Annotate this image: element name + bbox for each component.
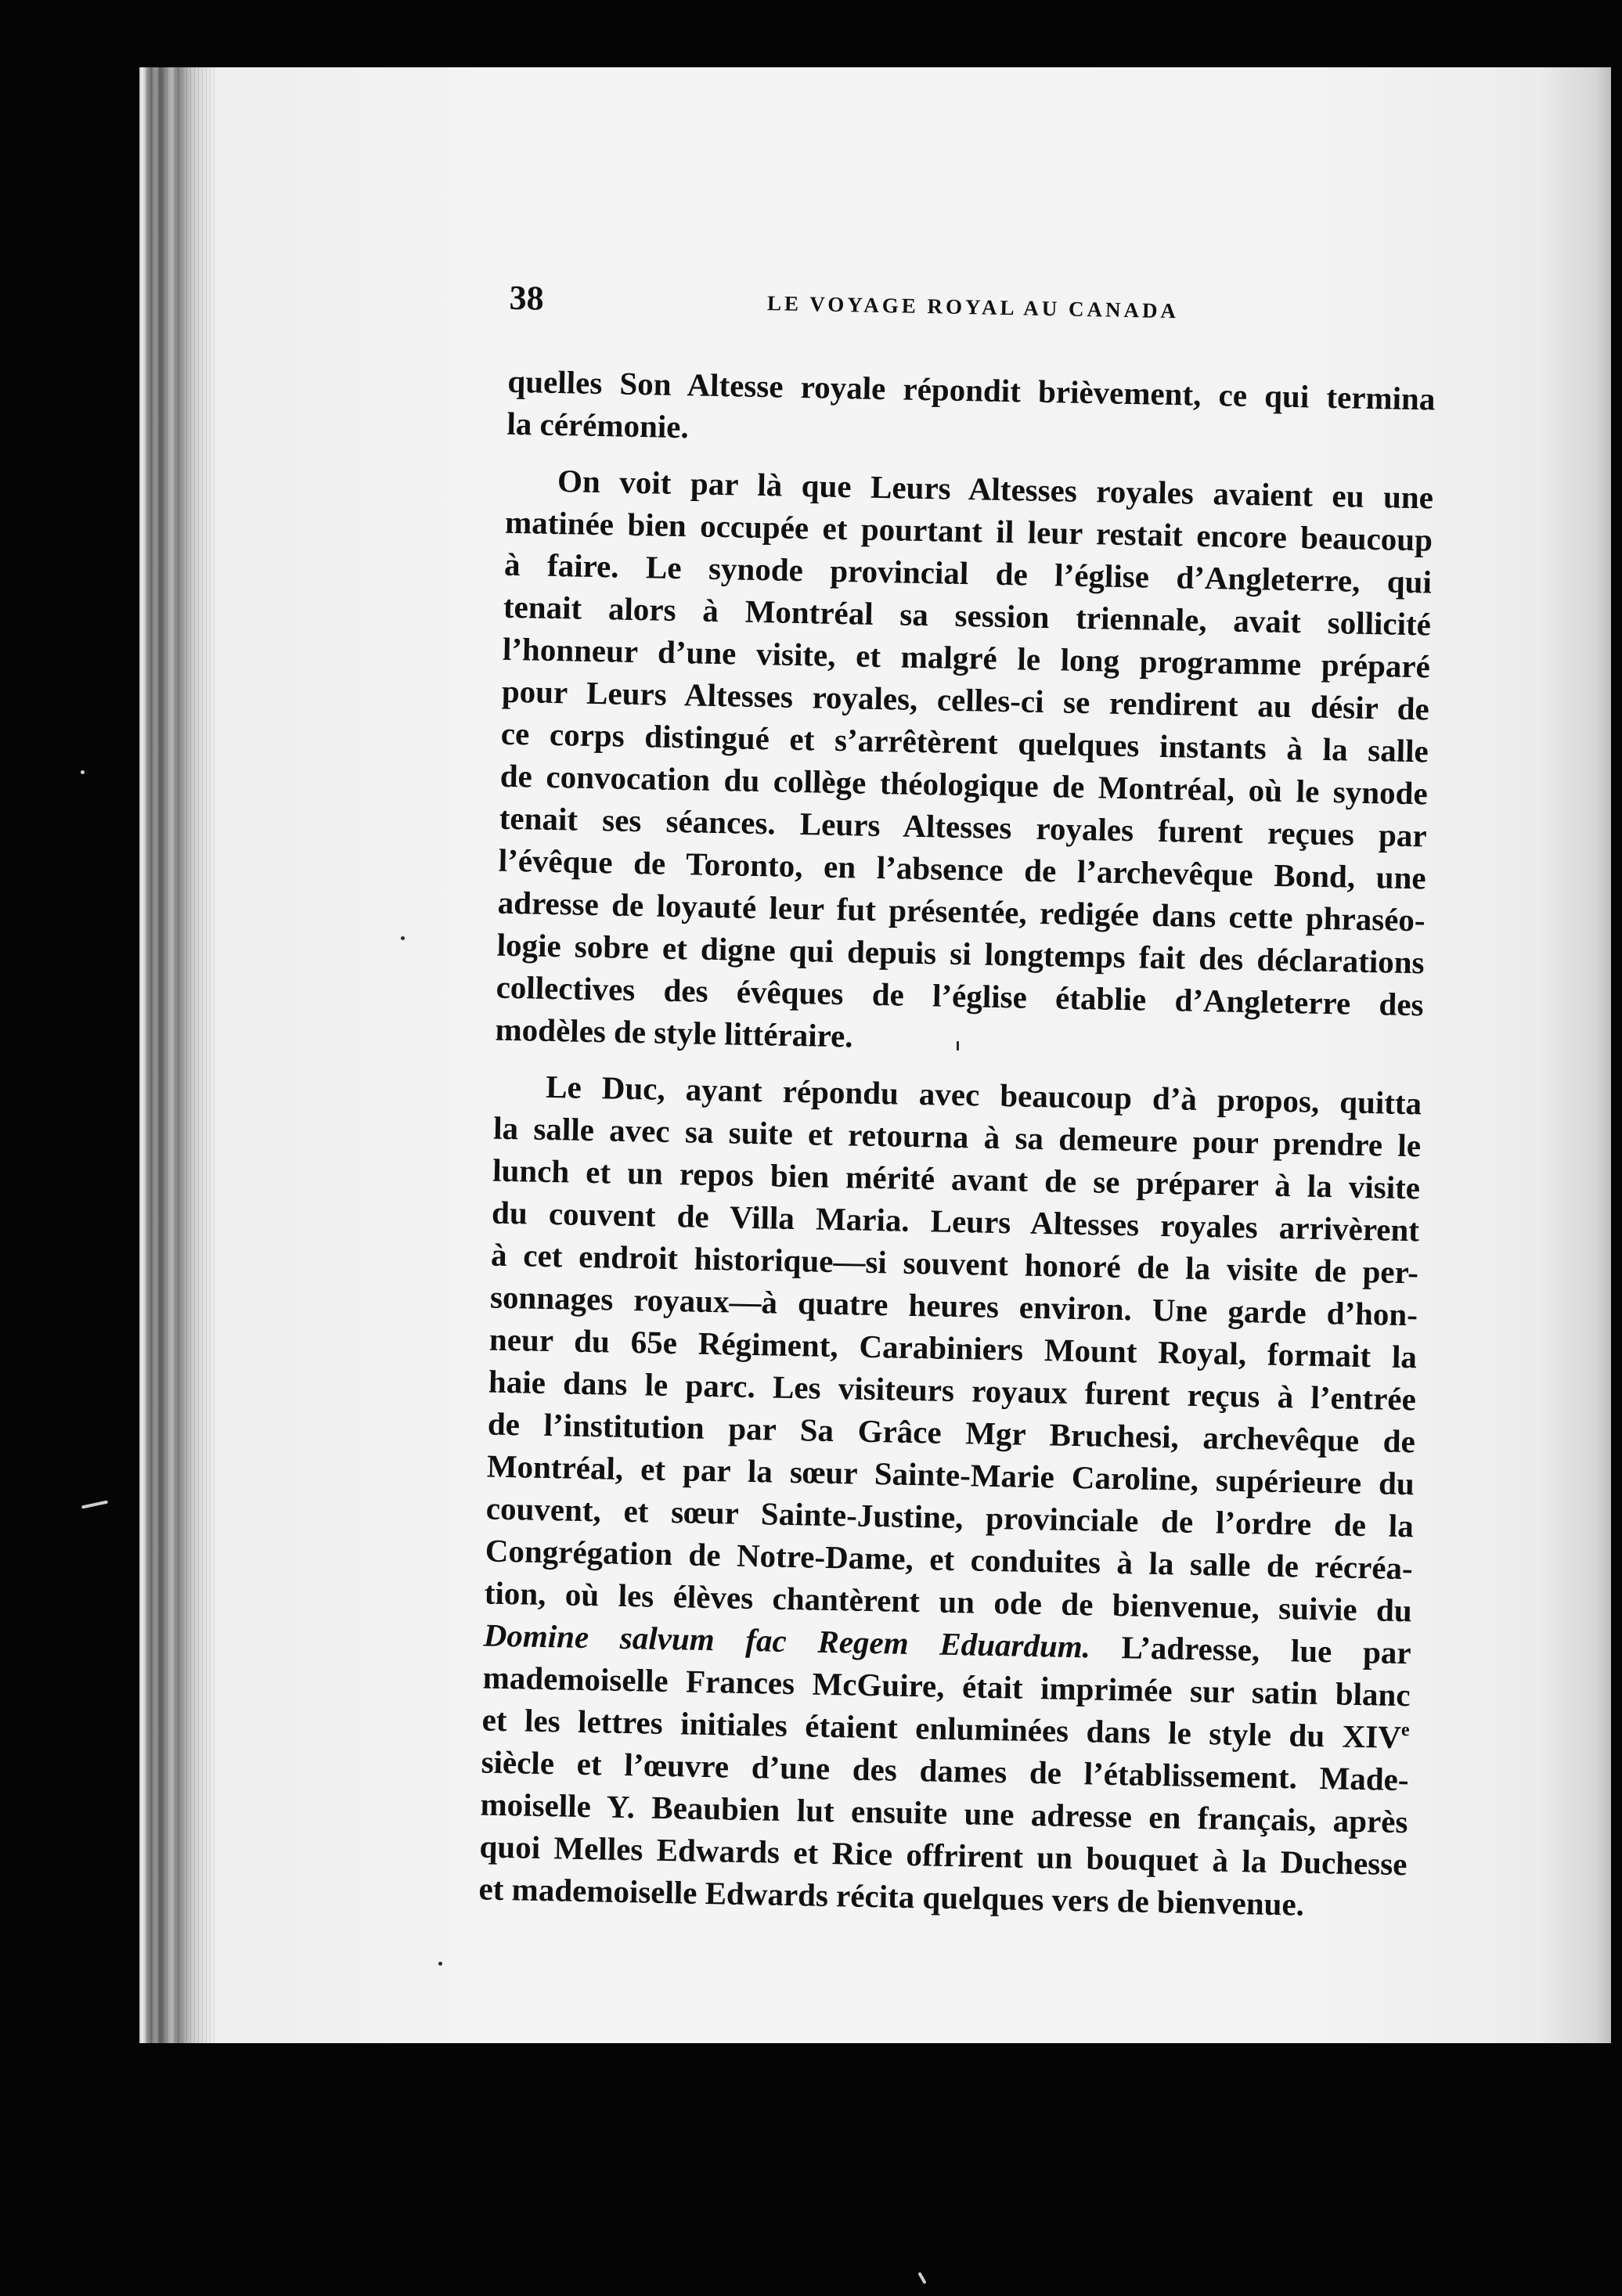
text-line: du couvent de Villa Maria. Leurs Altesses royales arrivèrent xyxy=(491,1194,1420,1249)
text-line: ce corps distingué et s’arrêtèrent quelques instants à la salle xyxy=(500,715,1429,770)
scan-speck xyxy=(401,936,405,940)
text-line: Montréal, et par la sœur Sainte-Marie Caroline, supérieure du xyxy=(486,1447,1415,1502)
text-line: adresse de loyauté leur fut présentée, redigée dans cette phraséo- xyxy=(497,884,1426,939)
paragraph xyxy=(506,360,1436,463)
text-line: siècle et l’œuvre d’une des dames de l’établissement. Made- xyxy=(481,1743,1409,1798)
paragraph xyxy=(478,1065,1422,1928)
text-line: de l’institution par Sa Grâce Mgr Bruchesi, archevêque de xyxy=(487,1405,1416,1460)
page-text xyxy=(478,277,1437,1927)
text-line: On voit par là que Leurs Altesses royales avaient eu une xyxy=(557,463,1434,516)
text-line: neur du 65e Régiment, Carabiniers Mount Royal, formait la xyxy=(488,1321,1418,1375)
text-line: l’honneur d’une visite, et malgré le long programme préparé xyxy=(502,630,1431,685)
scan-speck xyxy=(81,770,85,774)
text-line: tion, où les élèves chantèrent un ode de bienvenue, suivie du xyxy=(484,1574,1413,1629)
text-line: Le Duc, ayant répondu avec beaucoup d’à propos, quitta xyxy=(545,1068,1422,1122)
text-line: la salle avec sa suite et retourna à sa demeure pour prendre le xyxy=(492,1109,1422,1164)
text-line: Congrégation de Notre-Dame, et conduites à la salle de récréa- xyxy=(485,1532,1414,1587)
text-line: tenait ses séances. Leurs Altesses royales furent reçues par xyxy=(499,799,1428,854)
scan-speck xyxy=(438,1962,442,1966)
text-line: quelles Son Altesse royale répondit brièvement, ce qui termina xyxy=(507,362,1436,417)
text-line: à cet endroit historique—si souvent honoré de la visite de per- xyxy=(490,1236,1419,1291)
text-line: mademoiselle Frances McGuire, était imprimée sur satin blanc xyxy=(482,1659,1411,1714)
text-line: et mademoiselle Edwards récita quelques vers de bienvenue. xyxy=(478,1870,1305,1923)
page-number: 38 xyxy=(509,278,545,318)
text-line: sonnages royaux—à quatre heures environ. Une garde d’hon- xyxy=(489,1278,1418,1333)
scan-speck xyxy=(81,1501,108,1509)
text-line: moiselle Y. Beaubien lut ensuite une adresse en français, après xyxy=(480,1786,1408,1840)
text-line-main: et les lettres initiales étaient enluminées dans le style du XIV xyxy=(481,1701,1402,1756)
page-stack-edges xyxy=(139,67,214,2043)
text-line: matinée bien occupée et pourtant il leur restait encore beaucoup xyxy=(504,503,1433,558)
text-line: lunch et un repos bien mérité avant de se préparer à la visite xyxy=(492,1152,1421,1206)
text-line: collectives des évêques de l’église établie d’Angleterre des xyxy=(496,968,1424,1023)
scan-speck xyxy=(917,2272,926,2284)
text-line-rest: L’adresse, lue par xyxy=(1090,1628,1412,1671)
text-line: haie dans le parc. Les visiteurs royaux furent reçus à l’entrée xyxy=(488,1363,1417,1418)
text-line: pour Leurs Altesses royales, celles-ci se rendirent au désir de xyxy=(501,672,1430,727)
running-title: LE VOYAGE ROYAL AU CANADA xyxy=(766,291,1180,323)
text-line: l’évêque de Toronto, en l’absence de l’archevêque Bond, une xyxy=(498,842,1427,896)
text-line: à faire. Le synode provincial de l’église d’Angleterre, qui xyxy=(503,546,1433,600)
text-line: couvent, et sœur Sainte-Justine, provinciale de l’ordre de la xyxy=(485,1490,1415,1544)
paragraph xyxy=(495,459,1433,1069)
text-line: tenait alors à Montréal sa session triennale, avait sollicité xyxy=(503,588,1432,643)
text-line: la cérémonie. xyxy=(506,405,690,445)
century-superscript: e xyxy=(1400,1720,1410,1741)
text-line: modèles de style littéraire. xyxy=(495,1011,853,1054)
italic-latin-phrase: Domine salvum fac Regem Eduardum. xyxy=(483,1617,1091,1665)
text-line: quoi Melles Edwards et Rice offrirent un bouquet à la Duchesse xyxy=(479,1828,1408,1883)
text-line: de convocation du collège théologique de Montréal, où le synode xyxy=(499,757,1429,812)
text-line: logie sobre et digne qui depuis si longtemps fait des déclarations xyxy=(496,926,1425,981)
